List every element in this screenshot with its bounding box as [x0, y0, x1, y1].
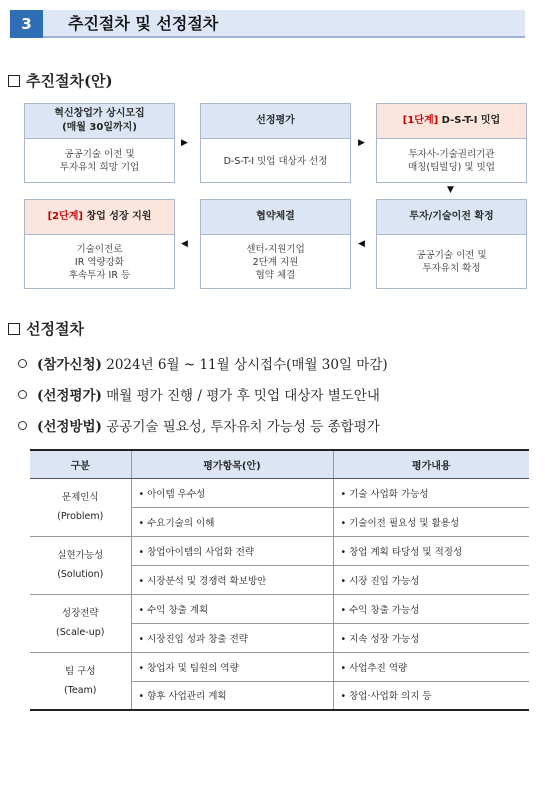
table-row [30, 652, 529, 681]
flow-step-header: [1단계] D-S-T-I 밋업 [377, 104, 526, 139]
flow-step-header: 투자/기술이전 확정 [377, 200, 526, 235]
circle-bullet-icon [18, 421, 27, 430]
content-cell: • 기술이전 필요성 및 활용성 [333, 507, 529, 536]
flow-step-body: D-S-T-I 밋업 대상자 선정 [223, 155, 328, 167]
table-header-row [30, 450, 529, 478]
flow-step-header: [2단계] 창업 성장 지원 [25, 200, 174, 235]
content-cell: • 사업추진 역량 [333, 652, 529, 681]
item-cell: • 수요기술의 이해 [131, 507, 333, 536]
flow-step-agreement [200, 199, 351, 289]
content-cell: • 기술 사업화 가능성 [333, 478, 529, 507]
arrow-right-icon: ▶ [181, 138, 188, 148]
circle-bullet-icon [18, 390, 27, 399]
subsection-title-procedure: 추진절차(안) [8, 70, 113, 91]
content-cell: • 수익 창출 가능성 [333, 594, 529, 623]
arrow-right-icon: ▶ [358, 138, 365, 148]
item-cell: • 창업아이템의 사업화 전략 [131, 536, 333, 565]
checkbox-square-icon [8, 75, 20, 87]
category-cell: 문제인식 (Problem) [30, 478, 131, 536]
content-cell: • 지속 성장 가능성 [333, 623, 529, 652]
flow-step-body: 공공기술 이전 및 투자유치 확정 [416, 250, 487, 274]
category-cell: 팀 구성 (Team) [30, 652, 131, 710]
flow-step-evaluation [200, 103, 351, 183]
item-cell: • 향후 사업관리 계획 [131, 681, 333, 710]
content-cell: • 창업 계획 타당성 및 적정성 [333, 536, 529, 565]
arrow-left-icon: ◀ [181, 239, 188, 249]
flow-step-body: 공공기술 이전 및 투자유치 희망 기업 [59, 149, 140, 173]
flow-step-body: 투자사-기술권리기관 매칭(팀빌딩) 및 밋업 [408, 149, 495, 173]
content-cell: • 창업·사업화 의지 등 [333, 681, 529, 710]
content-cell: • 시장 진입 가능성 [333, 565, 529, 594]
arrow-left-icon: ◀ [358, 239, 365, 249]
category-cell: 성장전략 (Scale-up) [30, 594, 131, 652]
bullet-evaluation: (선정평가) 매월 평가 진행 / 평가 후 밋업 대상자 별도안내 [18, 384, 380, 404]
bullet-application: (참가신청) 2024년 6월 ~ 11월 상시접수(매월 30일 마감) [18, 353, 388, 373]
section-number: 3 [10, 10, 43, 38]
flow-step-body: 센터-지원기업 2단계 지원 협약 체결 [246, 243, 305, 281]
flow-step-growth [24, 199, 175, 289]
table-row [30, 536, 529, 565]
circle-bullet-icon [18, 359, 27, 368]
table-row [30, 594, 529, 623]
table-header-cell: 평가내용 [333, 450, 529, 478]
flow-step-body: 기술이전로 IR 역량강화 후속투자 IR 등 [68, 243, 131, 281]
arrow-down-icon: ▼ [447, 185, 454, 195]
section-header [10, 10, 525, 38]
flow-step-header: 협약체결 [201, 200, 350, 235]
evaluation-table [30, 449, 529, 711]
category-cell: 실현가능성 (Solution) [30, 536, 131, 594]
flow-step-header: 혁신창업가 상시모집 (매월 30일까지) [25, 104, 174, 139]
flow-step-header: 선정평가 [201, 104, 350, 139]
flow-step-meetup [376, 103, 527, 183]
table-header-cell: 구분 [30, 450, 131, 478]
table-header-cell: 평가항목(안) [131, 450, 333, 478]
flow-step-recruit [24, 103, 175, 183]
checkbox-square-icon [8, 323, 20, 335]
item-cell: • 창업자 및 팀원의 역량 [131, 652, 333, 681]
flow-step-confirm [376, 199, 527, 289]
table-row [30, 478, 529, 507]
item-cell: • 시장진입 성과 창출 전략 [131, 623, 333, 652]
subsection-title-selection: 선정절차 [8, 318, 84, 339]
bullet-method: (선정방법) 공공기술 필요성, 투자유치 가능성 등 종합평가 [18, 415, 380, 435]
item-cell: • 아이템 우수성 [131, 478, 333, 507]
section-title: 추진절차 및 선정절차 [68, 14, 219, 33]
item-cell: • 수익 창출 계획 [131, 594, 333, 623]
item-cell: • 시장분석 및 경쟁력 확보방안 [131, 565, 333, 594]
